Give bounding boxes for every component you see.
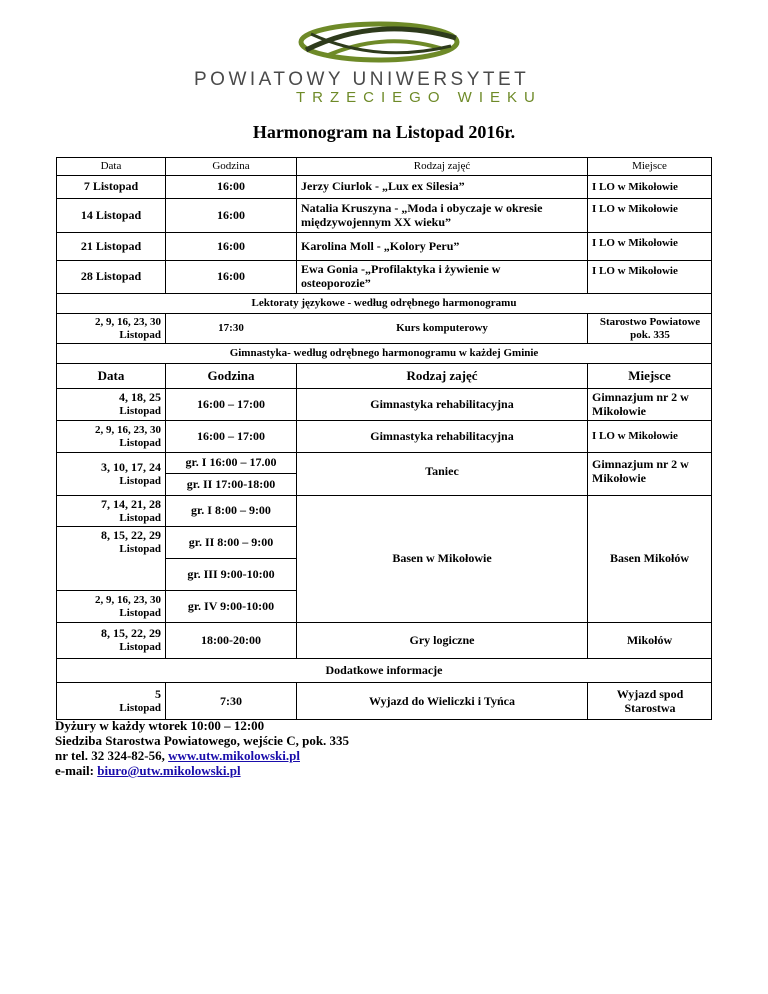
t2-header-place: Miejsce [628, 367, 671, 383]
t1-header-time: Godzina [212, 160, 250, 173]
course-date-days: 2, 9, 16, 23, 30 [95, 315, 161, 328]
course-date [57, 314, 165, 343]
t1-row4-activity: Ewa Gonia -„Profilaktyka i żywienie w osteoporozie” [301, 262, 501, 290]
pool-date-a-month: Listopad [119, 511, 161, 524]
pool-date-a-days: 7, 14, 21, 28 [101, 496, 161, 511]
pool-date-d [57, 591, 165, 622]
t2-header-time: Godzina [207, 367, 255, 383]
t2-row2-date-days: 2, 9, 16, 23, 30 [95, 423, 161, 436]
pool-date-b [57, 527, 165, 557]
games-time: 18:00-20:00 [201, 632, 261, 647]
footer-phone-line [55, 748, 349, 763]
note-lektoraty: Lektoraty językowe - według odrębnego harmonogramu [251, 297, 517, 310]
t1-header-date: Data [100, 160, 122, 173]
games-date-month: Listopad [119, 641, 161, 654]
course-date-month: Listopad [119, 328, 161, 341]
t2-row2-place: I LO w Mikołowie [592, 430, 678, 443]
games-activity: Gry logiczne [409, 632, 475, 647]
pool-date-d-days: 2, 9, 16, 23, 30 [95, 593, 161, 606]
t1-row3-date: 21 Listopad [80, 238, 142, 253]
t1-row4-time: 16:00 [217, 269, 245, 284]
t1-row4-date: 28 Listopad [80, 269, 142, 284]
logo-line1: POWIATOWY UNIWERSYTET [194, 69, 530, 90]
footer-email-label: e-mail: [55, 763, 98, 778]
t1-row2-place: I LO w Mikołowie [592, 202, 678, 215]
t2-row1-time: 16:00 – 17:00 [197, 396, 265, 411]
t2-row3-time-a: gr. I 16:00 – 17.00 [185, 455, 277, 470]
trip-date-month: Listopad [119, 702, 161, 715]
t2-row1-activity: Gimnastyka rehabilitacyjna [370, 396, 514, 411]
t2-row1-place: Gimnazjum nr 2 w Mikołowie [592, 389, 689, 418]
t1-row3-time: 16:00 [217, 238, 245, 253]
course-time: 17:30 [218, 322, 244, 335]
t1-header-activity: Rodzaj zajęć [413, 160, 471, 173]
extra-info-header: Dodatkowe informacje [325, 662, 443, 677]
t1-row3-activity: Karolina Moll - „Kolory Peru” [301, 238, 460, 253]
games-date [57, 623, 165, 658]
pool-date-b-days: 8, 15, 22, 29 [101, 527, 161, 542]
t1-row2-date: 14 Listopad [80, 207, 142, 222]
t2-row1-date [57, 389, 165, 420]
email-link[interactable]: biuro@utw.mikolowski.pl [97, 763, 241, 778]
footer-hours: Dyżury w każdy wtorek 10:00 – 12:00 [55, 718, 265, 733]
pool-time-d: gr. IV 9:00-10:00 [187, 598, 275, 613]
t1-row1-place: I LO w Mikołowie [592, 180, 678, 193]
pool-date-b-month: Listopad [119, 542, 161, 555]
t1-row4-place: I LO w Mikołowie [592, 264, 678, 277]
t2-row3-place: Gimnazjum nr 2 w Mikołowie [592, 457, 689, 485]
trip-date-day: 5 [155, 687, 161, 702]
pool-date-a [57, 496, 165, 526]
t2-row3-date-month: Listopad [119, 474, 161, 487]
trip-time: 7:30 [220, 693, 242, 708]
t1-row1-date: 7 Listopad [83, 179, 139, 194]
t1-row1-time: 16:00 [217, 179, 245, 194]
pool-place: Basen Mikołów [609, 551, 689, 566]
games-date-days: 8, 15, 22, 29 [101, 626, 161, 641]
t2-row2-activity: Gimnastyka rehabilitacyjna [370, 428, 514, 443]
page-title: Harmonogram na Listopad 2016r. [252, 122, 516, 142]
t2-row3-date [57, 453, 165, 495]
footer [55, 718, 349, 778]
t2-row1-date-days: 4, 18, 25 [119, 390, 161, 405]
t2-header-activity: Rodzaj zajęć [406, 367, 478, 383]
pool-activity: Basen w Mikołowie [392, 551, 492, 566]
course-place: Starostwo Powiatowe pok. 335 [599, 315, 701, 341]
t2-row2-time: 16:00 – 17:00 [197, 428, 265, 443]
pool-time-c: gr. III 9:00-10:00 [187, 566, 275, 581]
trip-place: Wyjazd spod Starostwa [616, 686, 684, 715]
note-gimnastyka: Gimnastyka- według odrębnego harmonogramu w każdej Gminie [229, 347, 539, 360]
footer-email-line [55, 763, 349, 778]
pool-time-b: gr. II 8:00 – 9:00 [188, 534, 274, 549]
pool-time-a: gr. I 8:00 – 9:00 [191, 503, 271, 518]
t2-row1-date-month: Listopad [119, 405, 161, 418]
footer-phone: nr tel. 32 324-82-56, [55, 748, 169, 763]
trip-date [57, 683, 165, 720]
t2-row3-activity: Taniec [425, 464, 459, 479]
t2-row3-time-b: gr. II 17:00-18:00 [186, 476, 276, 491]
course-name: Kurs komputerowy [396, 322, 488, 335]
t1-row1-activity: Jerzy Ciurlok - „Lux ex Silesia” [301, 179, 465, 194]
t2-row2-date-month: Listopad [119, 436, 161, 449]
trip-activity: Wyjazd do Wieliczki i Tyńca [368, 693, 515, 708]
pool-date-d-month: Listopad [119, 606, 161, 619]
t2-row2-date [57, 421, 165, 452]
games-place: Mikołów [626, 632, 673, 647]
t2-row3-date-days: 3, 10, 17, 24 [101, 459, 161, 474]
t1-row2-activity: Natalia Kruszyna - „Moda i obyczaje w okresie międzywojennym XX wieku” [301, 200, 543, 229]
t1-row2-time: 16:00 [217, 207, 245, 222]
footer-address: Siedziba Starostwa Powiatowego, wejście C, pok. 335 [55, 733, 350, 748]
t1-header-place: Miejsce [632, 160, 667, 173]
logo-line2: TRZECIEGO WIEKU [296, 89, 542, 106]
t2-header-date: Data [97, 367, 125, 383]
website-link[interactable]: www.utw.mikolowski.pl [168, 748, 300, 763]
t1-row3-place: I LO w Mikołowie [592, 236, 678, 249]
